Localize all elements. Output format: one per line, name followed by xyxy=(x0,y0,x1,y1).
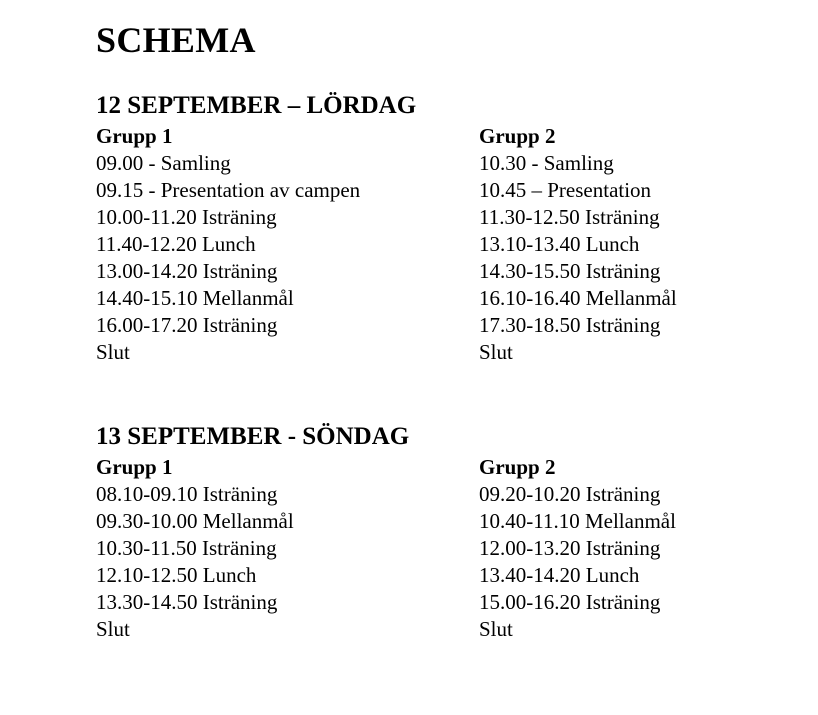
group-label: Grupp 2 xyxy=(479,124,556,148)
group-column-1 xyxy=(96,453,294,643)
day-heading: 13 SEPTEMBER - SÖNDAG xyxy=(96,423,410,450)
day-section-sunday xyxy=(96,421,796,713)
group-column-2 xyxy=(479,453,676,643)
schedule-entry: 10.40-11.10 Mellanmål xyxy=(479,509,676,533)
schedule-entry: 09.20-10.20 Isträning xyxy=(479,482,661,506)
schedule-entry: 16.10-16.40 Mellanmål xyxy=(479,286,677,310)
schedule-entry: 08.10-09.10 Isträning xyxy=(96,482,278,506)
group-label: Grupp 1 xyxy=(96,455,173,479)
schedule-entry: 10.00-11.20 Isträning xyxy=(96,205,277,229)
schedule-entry: 14.40-15.10 Mellanmål xyxy=(96,286,294,310)
schedule-entry: 13.30-14.50 Isträning xyxy=(96,590,278,614)
schedule-entry: Slut xyxy=(479,617,513,641)
schedule-entry: 15.00-16.20 Isträning xyxy=(479,590,661,614)
schedule-entry: 11.30-12.50 Isträning xyxy=(479,205,660,229)
schedule-entry: Slut xyxy=(96,617,130,641)
schedule-entry: 17.30-18.50 Isträning xyxy=(479,313,661,337)
group-column-1 xyxy=(96,122,360,366)
schedule-document xyxy=(96,18,796,641)
schedule-entry: 10.30 - Samling xyxy=(479,151,614,175)
schedule-entry: 09.15 - Presentation av campen xyxy=(96,178,361,202)
group-columns xyxy=(96,122,796,382)
group-label: Grupp 2 xyxy=(479,455,556,479)
schedule-entry: 12.10-12.50 Lunch xyxy=(96,563,257,587)
schedule-entry: 09.30-10.00 Mellanmål xyxy=(96,509,294,533)
schedule-entry: 13.40-14.20 Lunch xyxy=(479,563,640,587)
schedule-entry: 11.40-12.20 Lunch xyxy=(96,232,256,256)
schedule-entry: 14.30-15.50 Isträning xyxy=(479,259,661,283)
day-heading: 12 SEPTEMBER – LÖRDAG xyxy=(96,92,417,119)
day-section-saturday xyxy=(96,90,796,382)
schedule-entry: 12.00-13.20 Isträning xyxy=(479,536,661,560)
schedule-entry: 13.00-14.20 Isträning xyxy=(96,259,278,283)
schedule-entry: Slut xyxy=(479,340,513,364)
group-columns xyxy=(96,453,796,713)
group-column-2 xyxy=(479,122,677,366)
schedule-entry: 13.10-13.40 Lunch xyxy=(479,232,640,256)
schedule-entry: Slut xyxy=(96,340,130,364)
schedule-entry: 10.45 – Presentation xyxy=(479,178,652,202)
schedule-entry: 10.30-11.50 Isträning xyxy=(96,536,277,560)
page-title: SCHEMA xyxy=(96,20,256,60)
schedule-entry: 16.00-17.20 Isträning xyxy=(96,313,278,337)
schedule-entry: 09.00 - Samling xyxy=(96,151,231,175)
group-label: Grupp 1 xyxy=(96,124,173,148)
